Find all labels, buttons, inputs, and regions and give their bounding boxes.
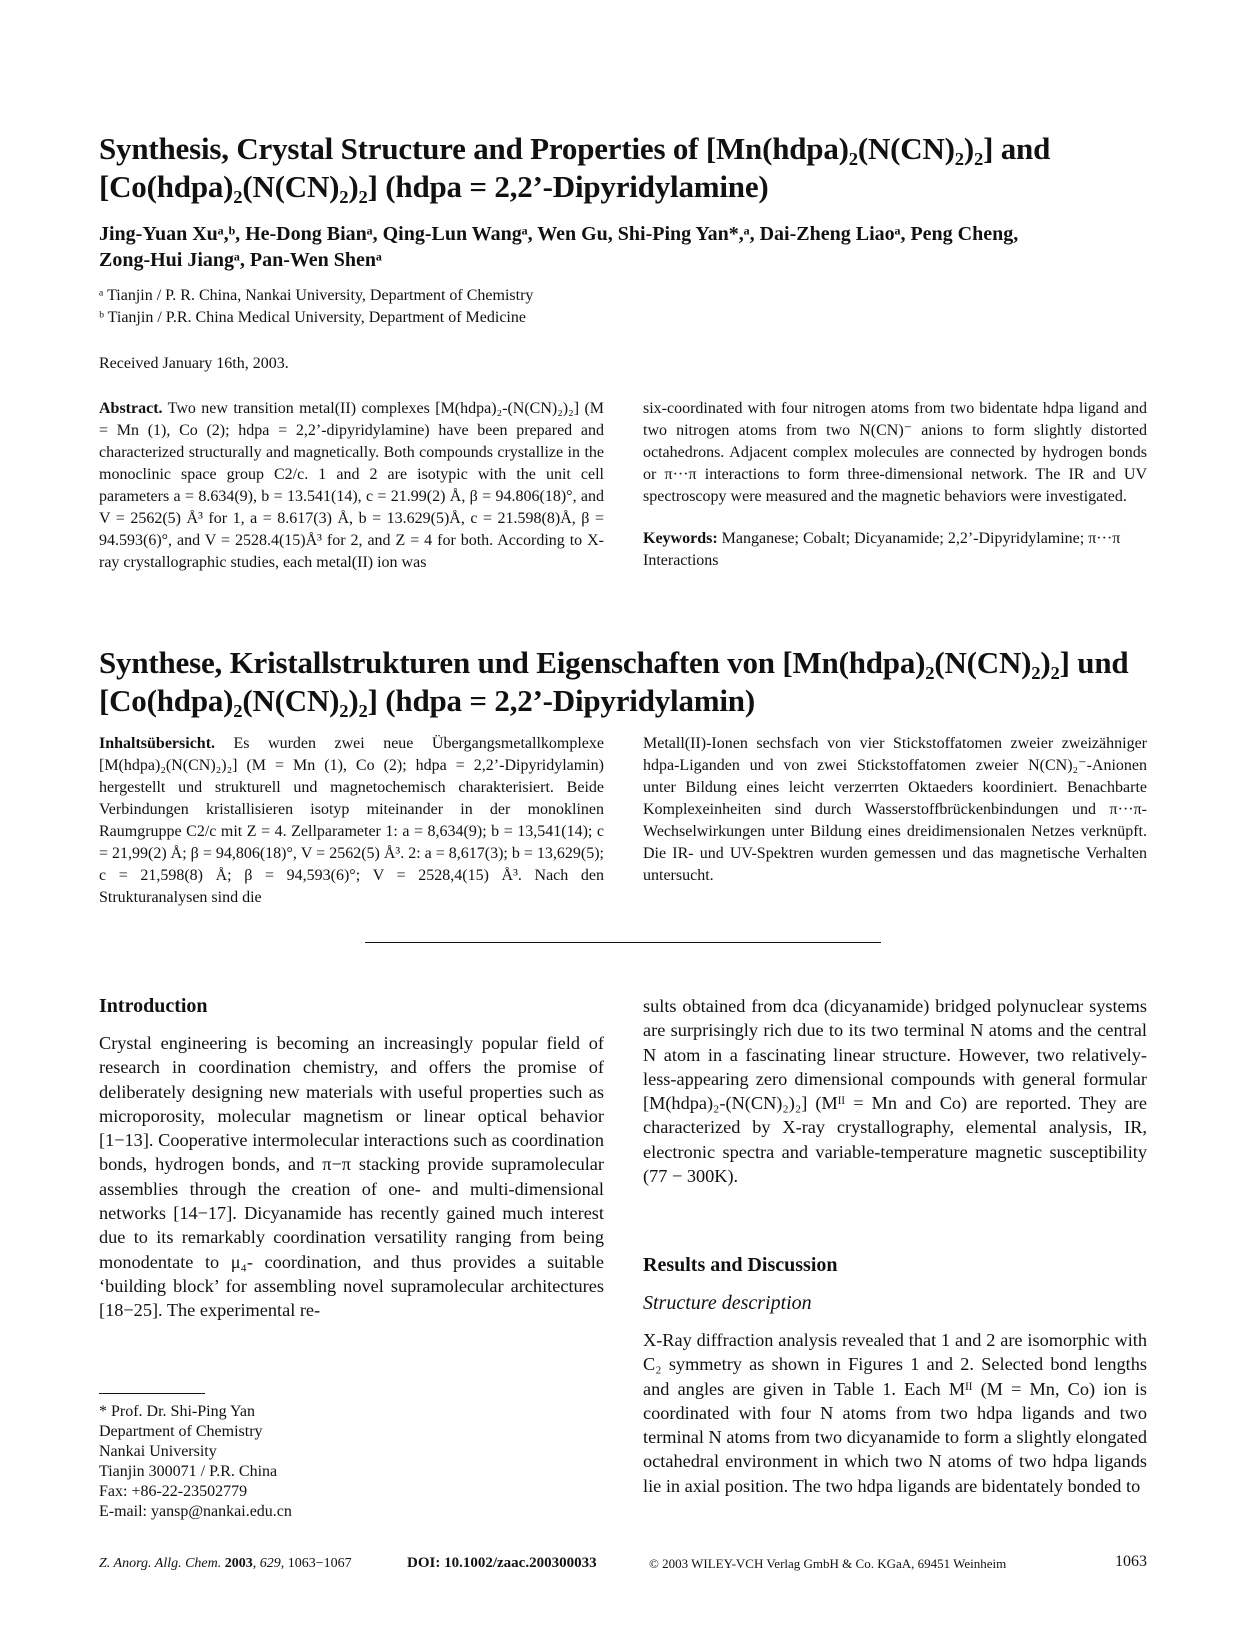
title-line-2: [Co(hdpa)₂(N(CN)₂)₂] (hdpa = 2,2’-Dipyridylamine) bbox=[99, 169, 769, 204]
introduction-text: Crystal engineering is becoming an increasingly popular field of research in coordination chemistry, and offers the promise of deliberately designing new materials with useful properties such as microporosity, molecular magnetism or linear optical behavior [1−13]. Cooperative intermolecular interactions such as coordination bonds, hydrogen bonds, and π−π stacking provide supramolecular assemblies through the creation of one- and multi-dimensional networks [14−17]. Dicyanamide has recently gained much interest due to its remarkably coordination versatility ranging from being monodentate to μ₄- coordination, and thus provides a suitable ‘building block’ for assembling novel supramolecular architectures [18−25]. The experimental re- bbox=[99, 1033, 604, 1321]
footnote-rule bbox=[99, 1393, 205, 1394]
footer-volume: 629 bbox=[259, 1556, 281, 1571]
footer-pages: , 1063−1067 bbox=[280, 1556, 352, 1571]
introduction-section bbox=[99, 993, 604, 1323]
footer-citation: Z. Anorg. Allg. Chem. 2003, 629, 1063−1067 bbox=[99, 1556, 352, 1571]
affiliation-b: ᵇ Tianjin / P.R. China Medical University, Department of Medicine bbox=[99, 309, 526, 326]
authors-line-2: Zong-Hui Jiangᵃ, Pan-Wen Shenᵃ bbox=[99, 249, 382, 271]
correspondence-line-1: * Prof. Dr. Shi-Ping Yan bbox=[99, 1403, 256, 1420]
title-line-1: Synthesis, Crystal Structure and Properties of [Mn(hdpa)₂(N(CN)₂)₂] and bbox=[99, 131, 1051, 166]
correspondence-footnote bbox=[99, 1402, 499, 1522]
abstract-left bbox=[99, 398, 604, 574]
footer-year: 2003 bbox=[224, 1556, 253, 1571]
correspondence-line-2: Department of Chemistry bbox=[99, 1423, 263, 1440]
results-subheading: Structure description bbox=[643, 1292, 812, 1314]
footer-journal: Z. Anorg. Allg. Chem. bbox=[99, 1556, 222, 1571]
affiliations bbox=[99, 285, 799, 329]
affiliation-a: ᵃ Tianjin / P. R. China, Nankai University, Department of Chemistry bbox=[99, 287, 534, 304]
german-title-line-2: [Co(hdpa)₂(N(CN)₂)₂] (hdpa = 2,2’-Dipyridylamin) bbox=[99, 683, 755, 718]
introduction-continued-text: sults obtained from dca (dicyanamide) bridged polynuclear systems are surprisingly rich due to its two terminal N atoms and the central N atom in a fascinating linear structure. However, two relatively-less-appearing zero dimensional compounds with general formular [M(hdpa)₂-(N(CN)₂)₂] (Mᴵᴵ = Mn and Co) are reported. They are characterized by X-ray crystallography, elemental analysis, IR, electronic spectra and variable-temperature magnetic susceptibility (77 − 300K). bbox=[643, 996, 1147, 1187]
introduction-heading: Introduction bbox=[99, 995, 208, 1017]
results-heading: Results and Discussion bbox=[643, 1254, 838, 1276]
article-title bbox=[99, 130, 1179, 206]
page-footer bbox=[99, 1555, 1147, 1575]
keywords-text: Manganese; Cobalt; Dicyanamide; 2,2’-Dipyridylamine; π···π Interactions bbox=[643, 530, 1121, 569]
german-title-line-1: Synthese, Kristallstrukturen und Eigenschaften von [Mn(hdpa)₂(N(CN)₂)₂] und bbox=[99, 645, 1129, 680]
correspondence-line-6: E-mail: yansp@nankai.edu.cn bbox=[99, 1503, 292, 1520]
author-list bbox=[99, 221, 1179, 273]
received-date: Received January 16th, 2003. bbox=[99, 355, 289, 372]
abstract-right-text: six-coordinated with four nitrogen atoms from two bidentate hdpa ligand and two nitrogen atoms from two N(CN)⁻ anions to form slightly distorted octahedrons. Adjacent complex molecules are connected by hydrogen bonds or π···π interactions to form three-dimensional network. The IR and UV spectroscopy were measured and the magnetic behaviors were investigated. bbox=[643, 400, 1147, 505]
results-section bbox=[643, 1252, 1147, 1498]
inhalt-left bbox=[99, 733, 604, 909]
correspondence-line-5: Fax: +86-22-23502779 bbox=[99, 1483, 248, 1500]
footer-doi: DOI: 10.1002/zaac.200300033 bbox=[407, 1555, 597, 1571]
results-text: X-Ray diffraction analysis revealed that 1 and 2 are isomorphic with C₂ symmetry as shown in Figures 1 and 2. Selected bond lengths and angles are given in Table 1. Each Mᴵᴵ (M = Mn, Co) ion is coordinated with four N atoms from two hdpa ligands and two terminal N atoms from two dicyanamide to form a slightly elongated octahedral environment in which two N atoms of two hdpa ligands lie in axial position. The two hdpa ligands are bidentately bonded to bbox=[643, 1330, 1147, 1496]
introduction-continued bbox=[643, 994, 1147, 1188]
correspondence-line-3: Nankai University bbox=[99, 1443, 217, 1460]
abstract-right bbox=[643, 398, 1147, 572]
inhalt-right bbox=[643, 733, 1147, 887]
authors-line-1: Jing-Yuan Xuᵃ,ᵇ, He-Dong Bianᵃ, Qing-Lun Wangᵃ, Wen Gu, Shi-Ping Yan*,ᵃ, Dai-Zheng Liaoᵃ, Peng Cheng, bbox=[99, 223, 1019, 245]
section-divider bbox=[365, 942, 881, 943]
abstract-label: Abstract. bbox=[99, 400, 163, 417]
inhalt-right-text: Metall(II)-Ionen sechsfach von vier Stickstoffatomen zweier zweizähniger hdpa-Liganden und von zwei Stickstoffatomen zweier N(CN)₂⁻-Anionen unter Bildung eines leicht verzerrten Oktaeders koordiniert. Benachbarte Komplexeinheiten sind durch Wasserstoffbrückenbindungen und π···π-Wechselwirkungen unter Bildung eines dreidimensionalen Netzes verknüpft. Die IR- und UV-Spektren wurden gemessen und das magnetische Verhalten untersucht. bbox=[643, 735, 1147, 884]
keywords-label: Keywords: bbox=[643, 530, 718, 547]
german-title bbox=[99, 644, 1179, 720]
inhalt-left-text: Es wurden zwei neue Übergangsmetallkomplexe [M(hdpa)₂(N(CN)₂)₂] (M = Mn (1), Co (2); hdpa = 2,2’-Dipyridylamin) hergestellt und strukturell und magnetochemisch charakterisiert. Beide Verbindungen kristallisieren isotyp miteinander in der monoklinen Raumgruppe C2/c mit Z = 4. Zellparameter 1: a = 8,634(9); b = 13,541(14); c = 21,99(2) Å; β = 94,806(18)°, V = 2562(5) Å³. 2: a = 8,617(3); b = 13,629(5); c = 21,598(8) Å; β = 94,593(6)°; V = 2528,4(15) Å³. Nach den Strukturanalysen sind die bbox=[99, 735, 604, 906]
footer-copyright: © 2003 WILEY-VCH Verlag GmbH & Co. KGaA, 69451 Weinheim bbox=[649, 1556, 1007, 1571]
keywords bbox=[643, 528, 1147, 572]
inhalt-label: Inhaltsübersicht. bbox=[99, 735, 216, 752]
correspondence-line-4: Tianjin 300071 / P.R. China bbox=[99, 1463, 278, 1480]
abstract-left-text: Two new transition metal(II) complexes [M(hdpa)₂-(N(CN)₂)₂] (M = Mn (1), Co (2); hdpa = 2,2’-dipyridylamine) have been prepared and characterized structurally and magnetically. Both compounds crystallize in the monoclinic space group C2/c. 1 and 2 are isotypic with the unit cell parameters a = 8.634(9), b = 13.541(14), c = 21.99(2) Å, β = 94.806(18)°, and V = 2562(5) Å³ for 1, a = 8.617(3) Å, b = 13.629(5)Å, c = 21.598(8)Å, β = 94.593(6)°, and V = 2528.4(15)Å³ for 2, and Z = 4 for both. According to X-ray crystallographic studies, each metal(II) ion was bbox=[99, 400, 604, 571]
footer-page-number: 1063 bbox=[1115, 1553, 1147, 1570]
